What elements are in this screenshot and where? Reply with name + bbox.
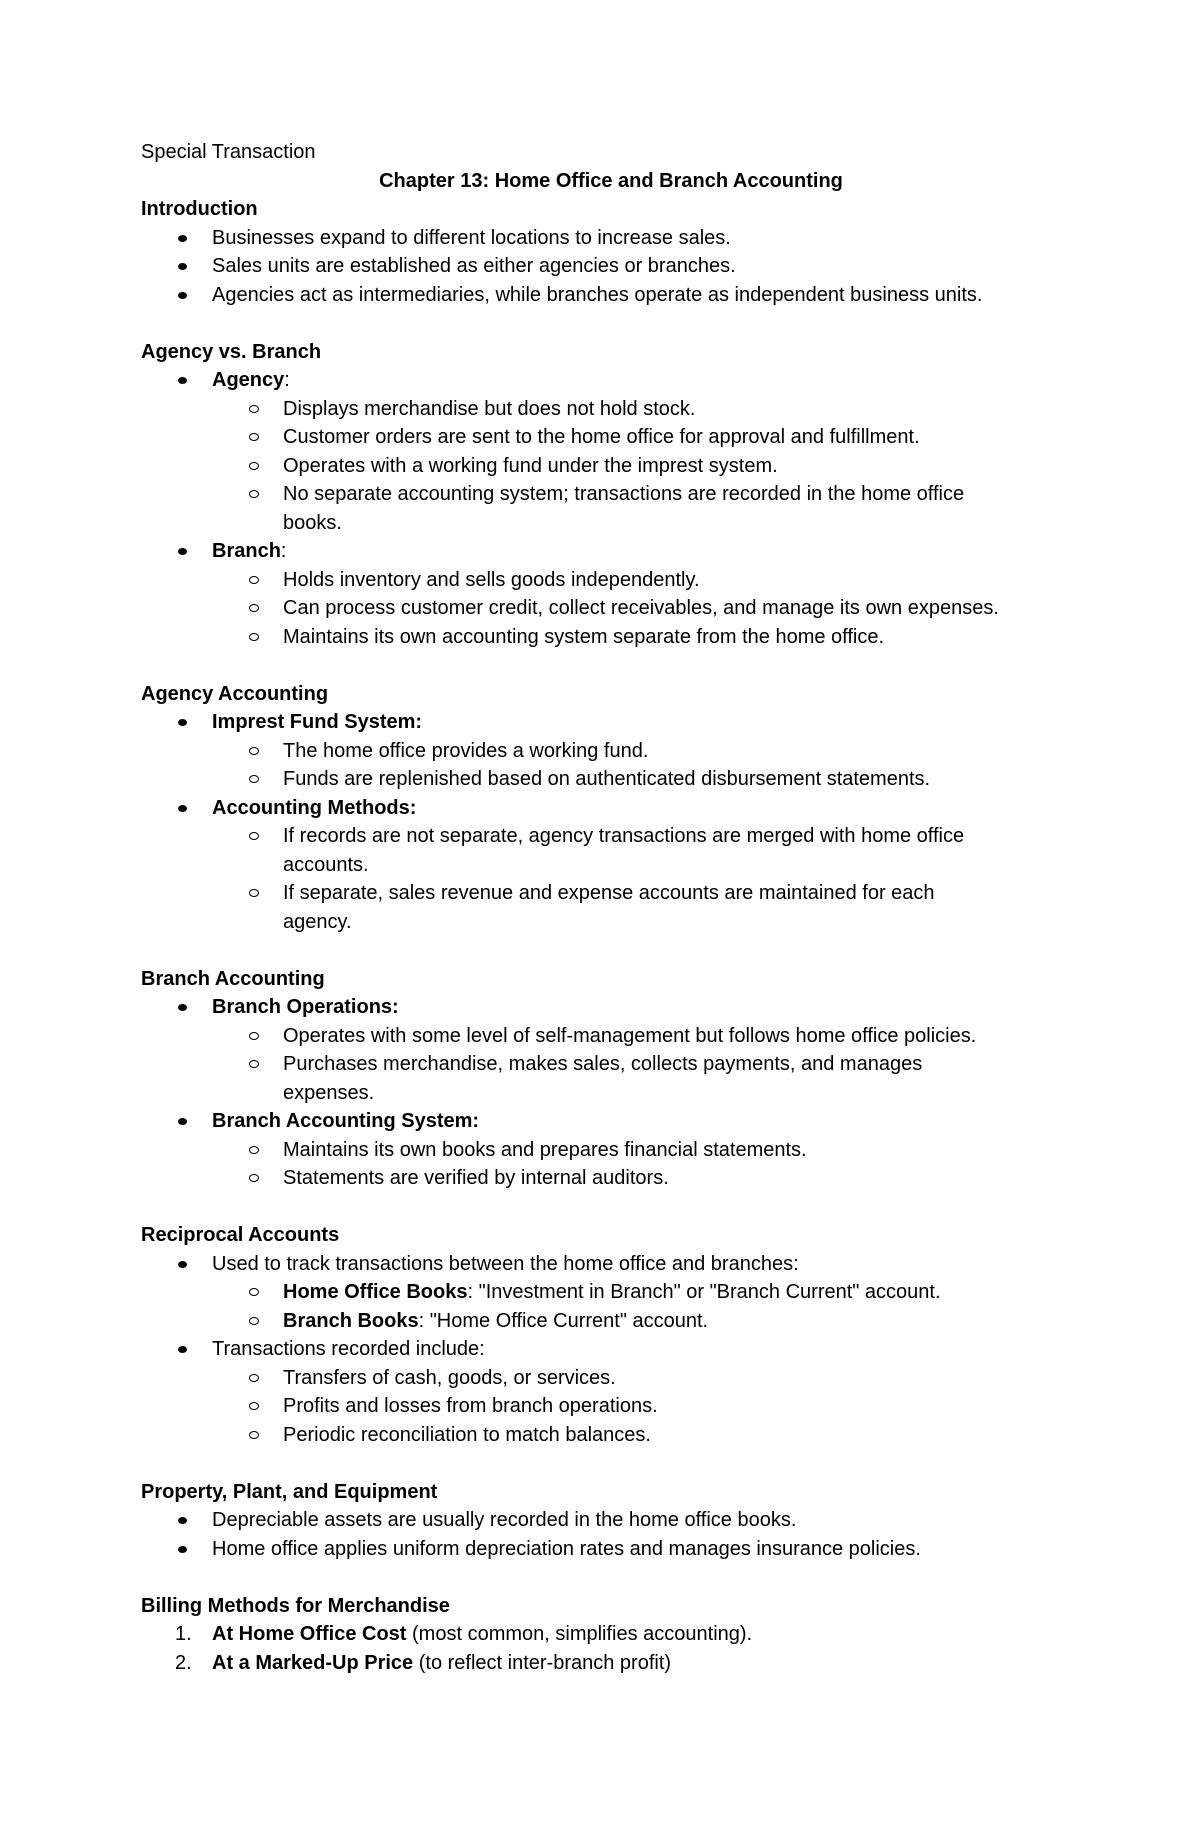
list-number: 1. [175, 1623, 192, 1645]
sub-list-item: Displays merchandise but does not hold stock. [141, 395, 1081, 424]
billing-methods-list [141, 1620, 1081, 1677]
section-heading-billing-methods: Billing Methods for Merchandise [141, 1594, 450, 1617]
circle-bullet-icon [249, 576, 259, 584]
numbered-list-item: 1. At Home Office Cost (most common, simplifies accounting). [141, 1620, 1081, 1649]
sub-list-item: The home office provides a working fund. [141, 737, 1081, 766]
list-item: Businesses expand to different locations to increase sales. [141, 224, 1081, 253]
ppe-list [141, 1506, 1081, 1563]
sub-list-item-continuation: expenses. [283, 1081, 375, 1104]
bullet-icon [178, 548, 187, 555]
section-heading-agency-accounting: Agency Accounting [141, 682, 329, 705]
spacer [141, 651, 1081, 680]
circle-bullet-icon [249, 1431, 259, 1439]
spacer [141, 936, 1081, 965]
sub-list-item: Funds are replenished based on authenticated disbursement statements. [141, 765, 1081, 794]
list-number: 2. [175, 1651, 192, 1674]
sub-list-item: Transfers of cash, goods, or services. [141, 1364, 1081, 1393]
list-item-imprest: Imprest Fund System: [141, 708, 1081, 737]
sub-list-item-home-office-books: Home Office Books: "Investment in Branch" or "Branch Current" account. [141, 1278, 1081, 1307]
list-item: Transactions recorded include: [141, 1335, 1081, 1364]
circle-bullet-icon [249, 1146, 259, 1154]
bullet-icon [178, 1004, 187, 1011]
circle-bullet-icon [249, 462, 259, 470]
bullet-icon [178, 235, 187, 242]
sub-list-item: No separate accounting system; transactions are recorded in the home office [141, 480, 1081, 509]
numbered-list-item: 2. At a Marked-Up Price (to reflect inter-branch profit) [141, 1649, 1081, 1678]
circle-bullet-icon [249, 1374, 259, 1382]
list-item-agency: Agency: [141, 366, 1081, 395]
sub-list-item: Operates with some level of self-management but follows home office policies. [141, 1022, 1081, 1051]
sub-list-item: Maintains its own accounting system separate from the home office. [141, 623, 1081, 652]
sub-list-item: Statements are verified by internal auditors. [141, 1164, 1081, 1193]
list-item: Agencies act as intermediaries, while branches operate as independent business units. [141, 281, 1081, 310]
sub-list-item: If records are not separate, agency transactions are merged with home office [141, 822, 1081, 851]
section-heading-ppe: Property, Plant, and Equipment [141, 1480, 438, 1503]
list-item-accounting-methods: Accounting Methods: [141, 794, 1081, 823]
circle-bullet-icon [249, 433, 259, 441]
sub-list-item: Profits and losses from branch operations. [141, 1392, 1081, 1421]
bullet-icon [178, 263, 187, 270]
list-item-branch-accounting-system: Branch Accounting System: [141, 1107, 1081, 1136]
circle-bullet-icon [249, 1288, 259, 1296]
bullet-icon [178, 1546, 187, 1553]
circle-bullet-icon [249, 604, 259, 612]
bullet-icon [178, 1261, 187, 1268]
bullet-icon [178, 377, 187, 384]
circle-bullet-icon [249, 1174, 259, 1182]
sub-list-item-continuation: agency. [283, 910, 352, 933]
sub-list-item-branch-books: Branch Books: "Home Office Current" account. [141, 1307, 1081, 1336]
section-heading-branch-accounting: Branch Accounting [141, 967, 325, 990]
list-item: Home office applies uniform depreciation rates and manages insurance policies. [141, 1535, 1081, 1564]
circle-bullet-icon [249, 490, 259, 498]
sub-list-item-continuation: books. [283, 511, 342, 534]
section-heading-reciprocal-accounts: Reciprocal Accounts [141, 1224, 340, 1246]
circle-bullet-icon [249, 832, 259, 840]
circle-bullet-icon [249, 747, 259, 755]
list-item-branch-operations: Branch Operations: [141, 993, 1081, 1022]
agency-vs-branch-list [141, 366, 1081, 651]
sub-list-item: Holds inventory and sells goods independently. [141, 566, 1081, 595]
sub-list-item-continuation: accounts. [283, 853, 369, 876]
sub-list-item: Can process customer credit, collect receivables, and manage its own expenses. [141, 594, 1081, 623]
sub-list-item: Operates with a working fund under the imprest system. [141, 452, 1081, 481]
reciprocal-accounts-list [141, 1250, 1081, 1450]
bullet-icon [178, 1118, 187, 1125]
spacer [141, 1449, 1081, 1478]
section-heading-introduction: Introduction [141, 198, 258, 220]
list-item: Depreciable assets are usually recorded in the home office books. [141, 1506, 1081, 1535]
spacer [141, 1563, 1081, 1592]
sub-list-item: Purchases merchandise, makes sales, collects payments, and manages [141, 1050, 1081, 1079]
chapter-title: Chapter 13: Home Office and Branch Accounting [379, 169, 843, 192]
bullet-icon [178, 292, 187, 299]
bullet-icon [178, 719, 187, 726]
spacer [141, 309, 1081, 338]
circle-bullet-icon [249, 1032, 259, 1040]
document-header: Special Transaction [141, 141, 316, 163]
sub-list-item: If separate, sales revenue and expense accounts are maintained for each [141, 879, 1081, 908]
circle-bullet-icon [249, 889, 259, 897]
bullet-icon [178, 1346, 187, 1353]
list-item-branch: Branch: [141, 537, 1081, 566]
circle-bullet-icon [249, 1317, 259, 1325]
document-page [141, 138, 1081, 1677]
list-item: Used to track transactions between the home office and branches: [141, 1250, 1081, 1279]
section-heading-agency-vs-branch: Agency vs. Branch [141, 340, 322, 363]
branch-accounting-list [141, 993, 1081, 1193]
sub-list-item: Periodic reconciliation to match balances. [141, 1421, 1081, 1450]
introduction-list [141, 224, 1081, 310]
spacer [141, 1193, 1081, 1222]
bullet-icon [178, 805, 187, 812]
list-item: Sales units are established as either agencies or branches. [141, 252, 1081, 281]
bullet-icon [178, 1517, 187, 1524]
circle-bullet-icon [249, 633, 259, 641]
circle-bullet-icon [249, 405, 259, 413]
sub-list-item: Maintains its own books and prepares financial statements. [141, 1136, 1081, 1165]
circle-bullet-icon [249, 775, 259, 783]
agency-accounting-list [141, 708, 1081, 936]
circle-bullet-icon [249, 1402, 259, 1410]
sub-list-item: Customer orders are sent to the home office for approval and fulfillment. [141, 423, 1081, 452]
circle-bullet-icon [249, 1060, 259, 1068]
